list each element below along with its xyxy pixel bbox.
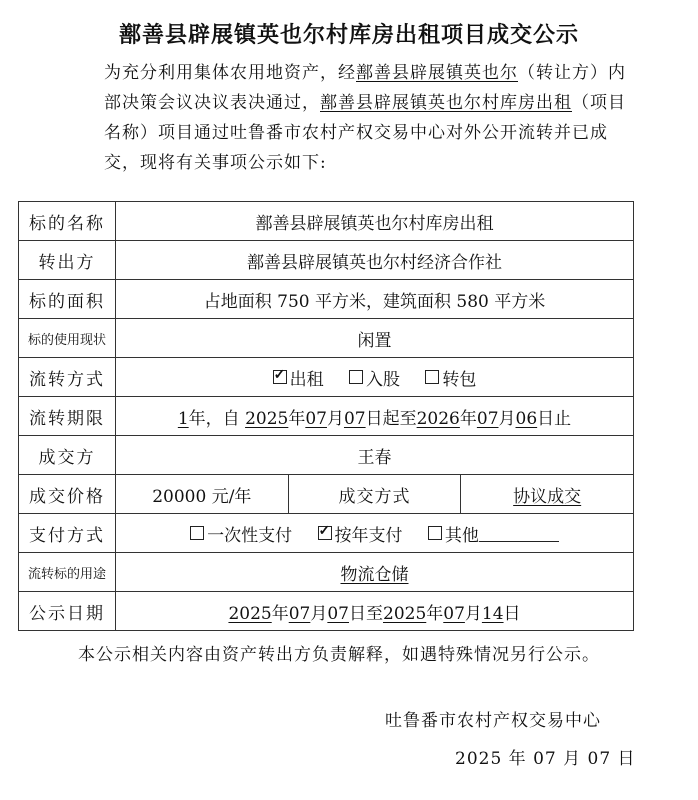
text: 年 <box>271 603 289 624</box>
table-row <box>19 592 634 631</box>
info-table <box>18 201 634 631</box>
value-purpose <box>116 553 634 592</box>
label-transfer-method: 流转方式 <box>19 358 116 397</box>
project-name: 鄯善县辟展镇英也尔村库房出租 <box>320 93 572 113</box>
checkbox-checked-icon[interactable] <box>318 526 332 540</box>
end-year: 2026 <box>416 408 460 429</box>
checkbox-icon[interactable] <box>428 526 442 540</box>
start-day: 07 <box>343 408 366 429</box>
text: 日至 <box>349 603 383 624</box>
option-label: 其他 <box>444 525 479 546</box>
other-blank-field[interactable] <box>479 525 559 542</box>
text: 月 <box>310 603 328 624</box>
value-transferor: 鄯善县辟展镇英也尔村经济合作社 <box>116 241 634 280</box>
option-subcontract[interactable] <box>425 365 476 390</box>
text: 年 <box>459 408 477 429</box>
value-area: 占地面积 750 平方米，建筑面积 580 平方米 <box>116 280 634 319</box>
option-label: 转包 <box>442 369 477 390</box>
text: 年 <box>288 408 306 429</box>
label-deal-method: 成交方式 <box>288 475 461 514</box>
label-area: 标的面积 <box>19 280 116 319</box>
label-notice-date: 公示日期 <box>19 592 116 631</box>
start-month: 07 <box>305 408 327 429</box>
purpose-text: 物流仓储 <box>340 564 409 585</box>
option-label: 按年支付 <box>334 525 403 546</box>
value-payment <box>116 514 634 553</box>
value-transfer-period <box>116 397 634 436</box>
text: 年，自 <box>188 408 240 429</box>
label-purpose: 流转标的用途 <box>19 553 116 592</box>
start-month: 07 <box>288 603 311 624</box>
option-yearly[interactable] <box>318 521 403 546</box>
intro-line <box>70 58 630 178</box>
option-label: 入股 <box>366 369 400 390</box>
start-year: 2025 <box>245 408 289 429</box>
intro-text-3: （项目名称）项目通过吐鲁番市农村产权交易中心对外公开流转并已成交，现将有关事项公示如下: <box>104 93 626 173</box>
table-row <box>19 319 634 358</box>
option-one-time[interactable] <box>190 521 292 546</box>
checkbox-icon[interactable] <box>425 370 439 384</box>
option-other[interactable] <box>428 521 559 546</box>
end-month: 07 <box>476 408 499 429</box>
table-row <box>19 397 634 436</box>
option-share[interactable] <box>349 365 400 390</box>
option-label: 出租 <box>289 369 324 390</box>
transferor-name: 鄯善县辟展镇英也尔 <box>356 63 518 83</box>
end-month: 07 <box>443 603 465 624</box>
text: 月 <box>464 603 482 624</box>
label-transferor: 转出方 <box>19 241 116 280</box>
option-label: 一次性支付 <box>207 525 293 546</box>
table-row <box>19 202 634 241</box>
table-row <box>19 436 634 475</box>
value-price: 20000 元/年 <box>116 475 289 514</box>
value-deal-method <box>461 475 634 514</box>
label-payment: 支付方式 <box>19 514 116 553</box>
start-year: 2025 <box>228 603 272 624</box>
label-usage-status: 标的使用现状 <box>19 319 116 358</box>
checkbox-checked-icon[interactable] <box>273 370 287 384</box>
intro-paragraph <box>70 58 630 178</box>
intro-text-1: 为充分利用集体农用地资产，经 <box>104 63 356 83</box>
page-title: 鄯善县辟展镇英也尔村库房出租项目成交公示 <box>118 23 579 48</box>
value-usage-status: 闲置 <box>116 319 634 358</box>
checkbox-icon[interactable] <box>190 526 204 540</box>
option-lease[interactable] <box>273 365 324 390</box>
table-row <box>19 358 634 397</box>
value-buyer: 王春 <box>116 436 634 475</box>
end-day: 06 <box>515 408 538 429</box>
value-target-name: 鄯善县辟展镇英也尔村库房出租 <box>116 202 634 241</box>
footer-note: 本公示相关内容由资产转出方负责解释，如遇特殊情况另行公示。 <box>78 645 600 665</box>
issue-date: 2025 年 07 月 07 日 <box>455 749 636 769</box>
period-years: 1 <box>177 408 189 429</box>
table-row <box>19 241 634 280</box>
end-year: 2025 <box>383 603 427 624</box>
start-day: 07 <box>327 603 349 624</box>
end-day: 14 <box>481 603 504 624</box>
label-target-name: 标的名称 <box>19 202 116 241</box>
table-row <box>19 475 634 514</box>
text: 日止 <box>537 408 572 429</box>
text: 年 <box>426 603 444 624</box>
text: 月 <box>326 408 344 429</box>
text: 日起至 <box>365 408 417 429</box>
label-price: 成交价格 <box>19 475 116 514</box>
table-row <box>19 280 634 319</box>
checkbox-icon[interactable] <box>349 370 363 384</box>
table-row <box>19 553 634 592</box>
label-transfer-period: 流转期限 <box>19 397 116 436</box>
value-notice-date <box>116 592 634 631</box>
table-row <box>19 514 634 553</box>
text: 日 <box>503 603 521 624</box>
label-buyer: 成交方 <box>19 436 116 475</box>
issuing-organization: 吐鲁番市农村产权交易中心 <box>385 711 601 731</box>
deal-method-text: 协议成交 <box>513 486 582 507</box>
value-transfer-method <box>116 358 634 397</box>
intro-text-2: （转让方）内部决策会议决议表决通过， <box>104 63 626 113</box>
text: 月 <box>498 408 516 429</box>
